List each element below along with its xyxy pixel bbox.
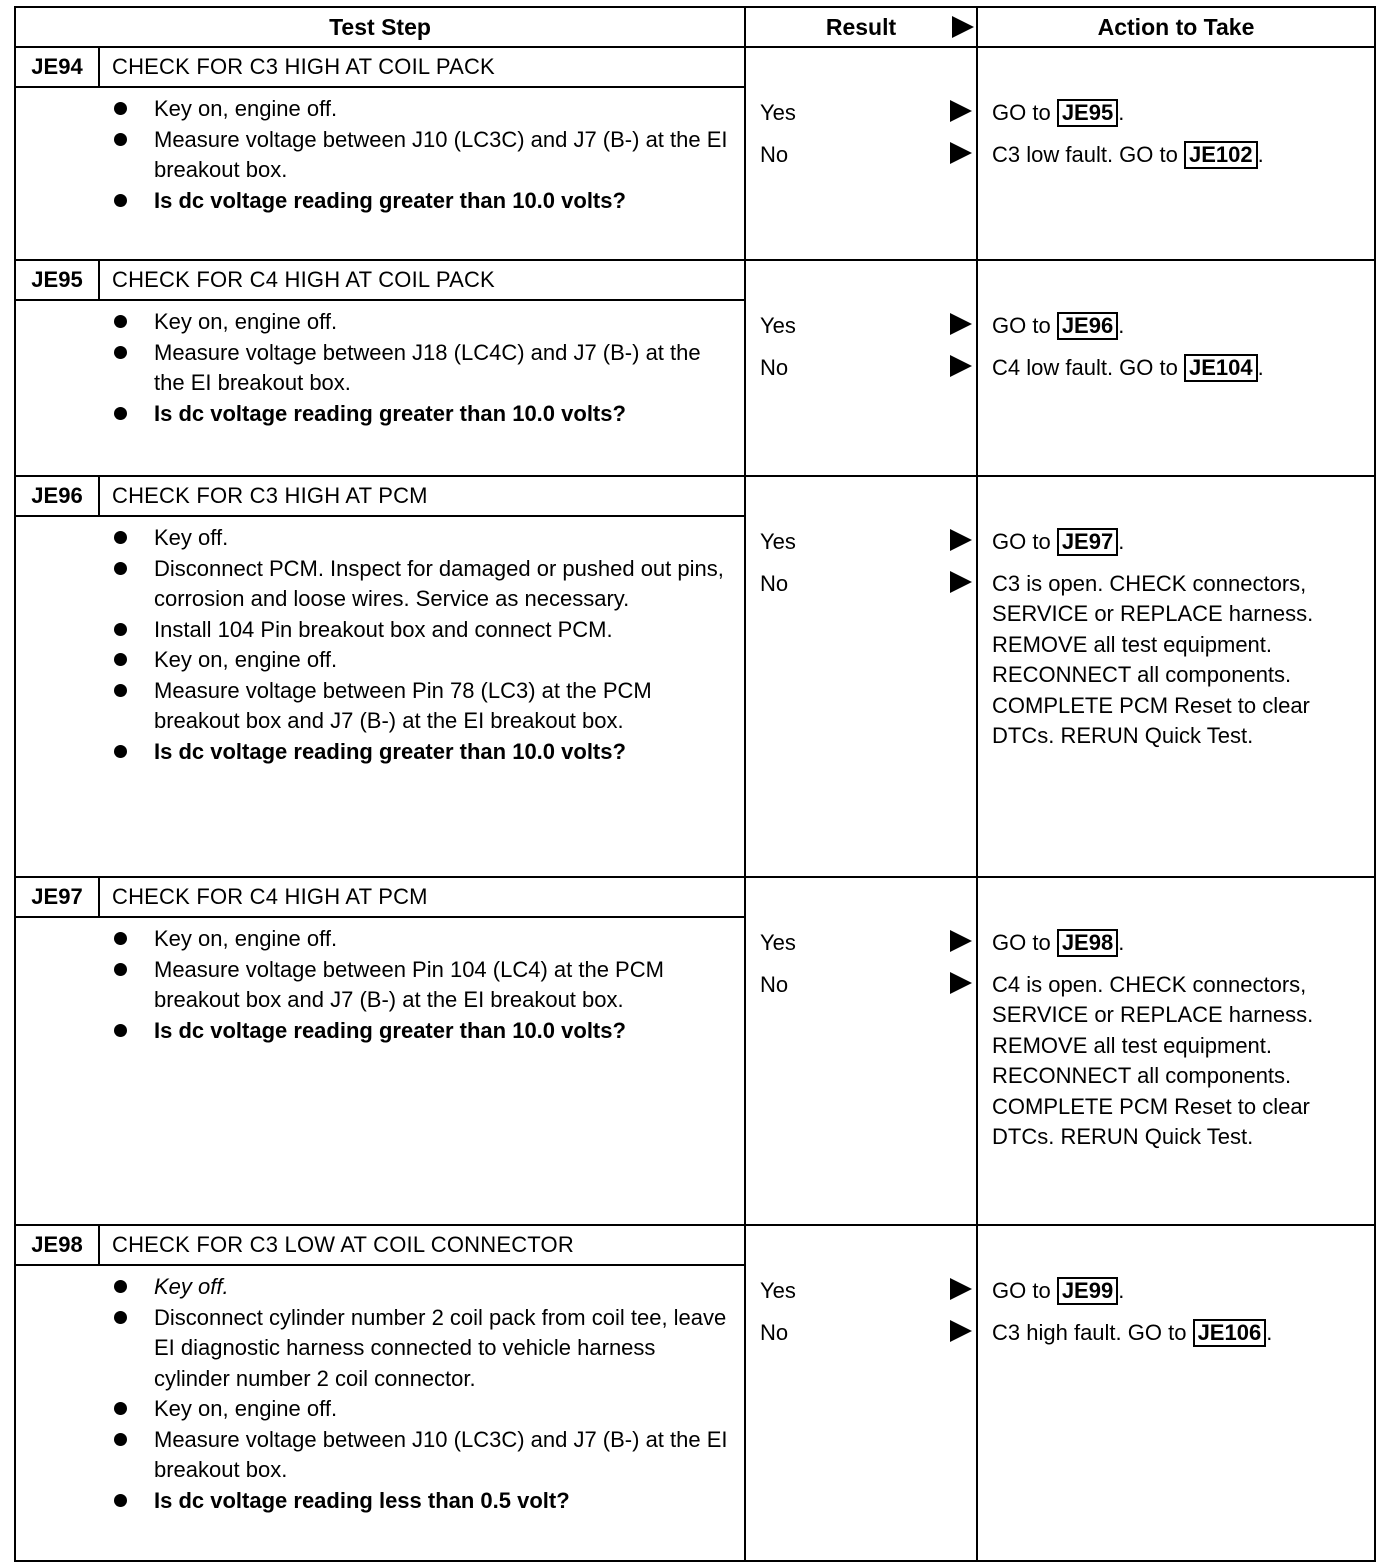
step-body bbox=[15, 300, 745, 476]
step-title: CHECK FOR C4 HIGH AT COIL PACK bbox=[99, 260, 745, 300]
arrow-right-icon bbox=[950, 1278, 972, 1300]
step-instruction: Key on, engine off. bbox=[16, 307, 734, 338]
action-cell bbox=[977, 877, 1375, 1225]
step-instruction: Is dc voltage reading greater than 10.0 volts? bbox=[16, 186, 734, 217]
instruction-list bbox=[16, 1272, 734, 1516]
action-text-end: . bbox=[1118, 313, 1125, 338]
action-text-end: . bbox=[1118, 930, 1125, 955]
instruction-list bbox=[16, 307, 734, 429]
instruction-list bbox=[16, 94, 734, 216]
action-text: GO to bbox=[992, 1278, 1057, 1303]
action-text: C3 is open. CHECK connectors, SERVICE or REPLACE harness. REMOVE all test equipment. RECONNECT all components. COMPLETE PCM Reset to clear DTCs. RERUN Quick Test. bbox=[992, 570, 1314, 748]
step-instruction: Key on, engine off. bbox=[16, 1394, 734, 1425]
yes-action bbox=[992, 527, 1360, 558]
result-no bbox=[760, 353, 976, 383]
result-no bbox=[760, 970, 976, 1000]
arrow-right-icon bbox=[950, 142, 972, 164]
header-result-label: Result bbox=[825, 13, 897, 40]
result-cell bbox=[745, 47, 977, 260]
action-text-end: . bbox=[1257, 354, 1264, 380]
no-action bbox=[992, 353, 1360, 384]
result-no-label: No bbox=[760, 1320, 789, 1345]
step-reference: JE97 bbox=[1057, 528, 1118, 556]
step-title-row bbox=[15, 260, 1375, 300]
table-header-row bbox=[15, 7, 1375, 47]
step-reference: JE104 bbox=[1184, 354, 1258, 382]
action-text: C4 low fault. GO to bbox=[992, 354, 1184, 380]
result-yes bbox=[760, 527, 976, 557]
header-test-step: Test Step bbox=[15, 7, 745, 47]
step-instruction: Key off. bbox=[16, 523, 734, 554]
result-cell bbox=[745, 877, 977, 1225]
arrow-right-icon bbox=[950, 313, 972, 335]
step-instruction: Key on, engine off. bbox=[16, 924, 734, 955]
arrow-right-icon bbox=[950, 571, 972, 593]
no-action bbox=[992, 140, 1360, 171]
result-cell bbox=[745, 1225, 977, 1561]
action-text: C3 high fault. GO to bbox=[992, 1319, 1193, 1345]
no-action bbox=[992, 569, 1360, 752]
step-body bbox=[15, 1265, 745, 1561]
result-yes bbox=[760, 928, 976, 958]
result-yes-label: Yes bbox=[760, 1278, 796, 1303]
step-instruction: Measure voltage between J10 (LC3C) and J7 (B-) at the EI breakout box. bbox=[16, 1425, 734, 1486]
header-result bbox=[745, 7, 977, 47]
action-text-end: . bbox=[1118, 1278, 1125, 1303]
step-reference: JE95 bbox=[1057, 99, 1118, 127]
step-body bbox=[15, 516, 745, 877]
step-title-row bbox=[15, 1225, 1375, 1265]
result-no-label: No bbox=[760, 972, 789, 997]
result-cell bbox=[745, 476, 977, 877]
step-title-row bbox=[15, 47, 1375, 87]
action-cell bbox=[977, 47, 1375, 260]
step-instruction: Disconnect cylinder number 2 coil pack from coil tee, leave EI diagnostic harness connected to vehicle harness cylinder number 2 coil connector. bbox=[16, 1303, 734, 1395]
step-instruction: Measure voltage between Pin 104 (LC4) at the PCM breakout box and J7 (B-) at the EI breakout box. bbox=[16, 955, 734, 1016]
result-no bbox=[760, 140, 976, 170]
result-no bbox=[760, 569, 976, 599]
action-text: GO to bbox=[992, 930, 1057, 955]
step-instruction: Measure voltage between Pin 78 (LC3) at the PCM breakout box and J7 (B-) at the EI breakout box. bbox=[16, 676, 734, 737]
instruction-list bbox=[16, 523, 734, 767]
arrow-right-icon bbox=[950, 1320, 972, 1342]
no-action bbox=[992, 1318, 1360, 1349]
result-no-label: No bbox=[760, 571, 789, 596]
result-cell bbox=[745, 260, 977, 476]
step-id: JE95 bbox=[15, 260, 99, 300]
result-yes-label: Yes bbox=[760, 313, 796, 338]
action-cell bbox=[977, 1225, 1375, 1561]
step-instruction: Disconnect PCM. Inspect for damaged or pushed out pins, corrosion and loose wires. Service as necessary. bbox=[16, 554, 734, 615]
arrow-right-icon bbox=[950, 355, 972, 377]
yes-action bbox=[992, 928, 1360, 959]
result-yes bbox=[760, 1276, 976, 1306]
step-instruction: Is dc voltage reading greater than 10.0 volts? bbox=[16, 737, 734, 768]
action-text: GO to bbox=[992, 100, 1057, 125]
step-reference: JE99 bbox=[1057, 1277, 1118, 1305]
arrow-right-icon bbox=[950, 972, 972, 994]
step-title: CHECK FOR C3 HIGH AT COIL PACK bbox=[99, 47, 745, 87]
action-text-end: . bbox=[1266, 1319, 1273, 1345]
result-yes-label: Yes bbox=[760, 100, 796, 125]
action-text: C4 is open. CHECK connectors, SERVICE or REPLACE harness. REMOVE all test equipment. RECONNECT all components. COMPLETE PCM Reset to clear DTCs. RERUN Quick Test. bbox=[992, 971, 1314, 1149]
step-body bbox=[15, 917, 745, 1225]
yes-action bbox=[992, 1276, 1360, 1307]
step-title-row bbox=[15, 476, 1375, 516]
diagnostic-table bbox=[14, 6, 1376, 1562]
action-text: C3 low fault. GO to bbox=[992, 141, 1184, 167]
step-id: JE98 bbox=[15, 1225, 99, 1265]
step-instruction: Is dc voltage reading less than 0.5 volt? bbox=[16, 1486, 734, 1517]
action-text-end: . bbox=[1118, 100, 1125, 125]
step-instruction: Is dc voltage reading greater than 10.0 volts? bbox=[16, 399, 734, 430]
step-title: CHECK FOR C3 HIGH AT PCM bbox=[99, 476, 745, 516]
step-instruction: Key on, engine off. bbox=[16, 645, 734, 676]
action-text-end: . bbox=[1257, 141, 1264, 167]
step-instruction: Key on, engine off. bbox=[16, 94, 734, 125]
step-reference: JE102 bbox=[1184, 141, 1258, 169]
step-id: JE96 bbox=[15, 476, 99, 516]
step-instruction: Key off. bbox=[16, 1272, 734, 1303]
action-cell bbox=[977, 260, 1375, 476]
header-action: Action to Take bbox=[977, 7, 1375, 47]
result-no bbox=[760, 1318, 976, 1348]
step-title-row bbox=[15, 877, 1375, 917]
yes-action bbox=[992, 311, 1360, 342]
step-reference: JE96 bbox=[1057, 312, 1118, 340]
arrow-right-icon bbox=[950, 930, 972, 952]
step-instruction: Is dc voltage reading greater than 10.0 volts? bbox=[16, 1016, 734, 1047]
step-reference: JE98 bbox=[1057, 929, 1118, 957]
result-yes-label: Yes bbox=[760, 529, 796, 554]
step-instruction: Measure voltage between J18 (LC4C) and J7 (B-) at the the EI breakout box. bbox=[16, 338, 734, 399]
result-yes bbox=[760, 98, 976, 128]
result-yes bbox=[760, 311, 976, 341]
step-instruction: Measure voltage between J10 (LC3C) and J7 (B-) at the EI breakout box. bbox=[16, 125, 734, 186]
instruction-list bbox=[16, 924, 734, 1046]
result-no-label: No bbox=[760, 142, 789, 167]
arrow-right-icon bbox=[950, 100, 972, 122]
step-instruction: Install 104 Pin breakout box and connect PCM. bbox=[16, 615, 734, 646]
action-text-end: . bbox=[1118, 529, 1125, 554]
arrow-right-icon bbox=[950, 529, 972, 551]
table-body bbox=[15, 47, 1375, 1561]
step-title: CHECK FOR C3 LOW AT COIL CONNECTOR bbox=[99, 1225, 745, 1265]
step-reference: JE106 bbox=[1193, 1319, 1267, 1347]
action-cell bbox=[977, 476, 1375, 877]
step-title: CHECK FOR C4 HIGH AT PCM bbox=[99, 877, 745, 917]
action-text: GO to bbox=[992, 313, 1057, 338]
action-text: GO to bbox=[992, 529, 1057, 554]
step-body bbox=[15, 87, 745, 260]
no-action bbox=[992, 970, 1360, 1153]
result-no-label: No bbox=[760, 355, 789, 380]
step-id: JE97 bbox=[15, 877, 99, 917]
yes-action bbox=[992, 98, 1360, 129]
step-id: JE94 bbox=[15, 47, 99, 87]
result-yes-label: Yes bbox=[760, 930, 796, 955]
arrow-right-icon bbox=[952, 16, 974, 38]
